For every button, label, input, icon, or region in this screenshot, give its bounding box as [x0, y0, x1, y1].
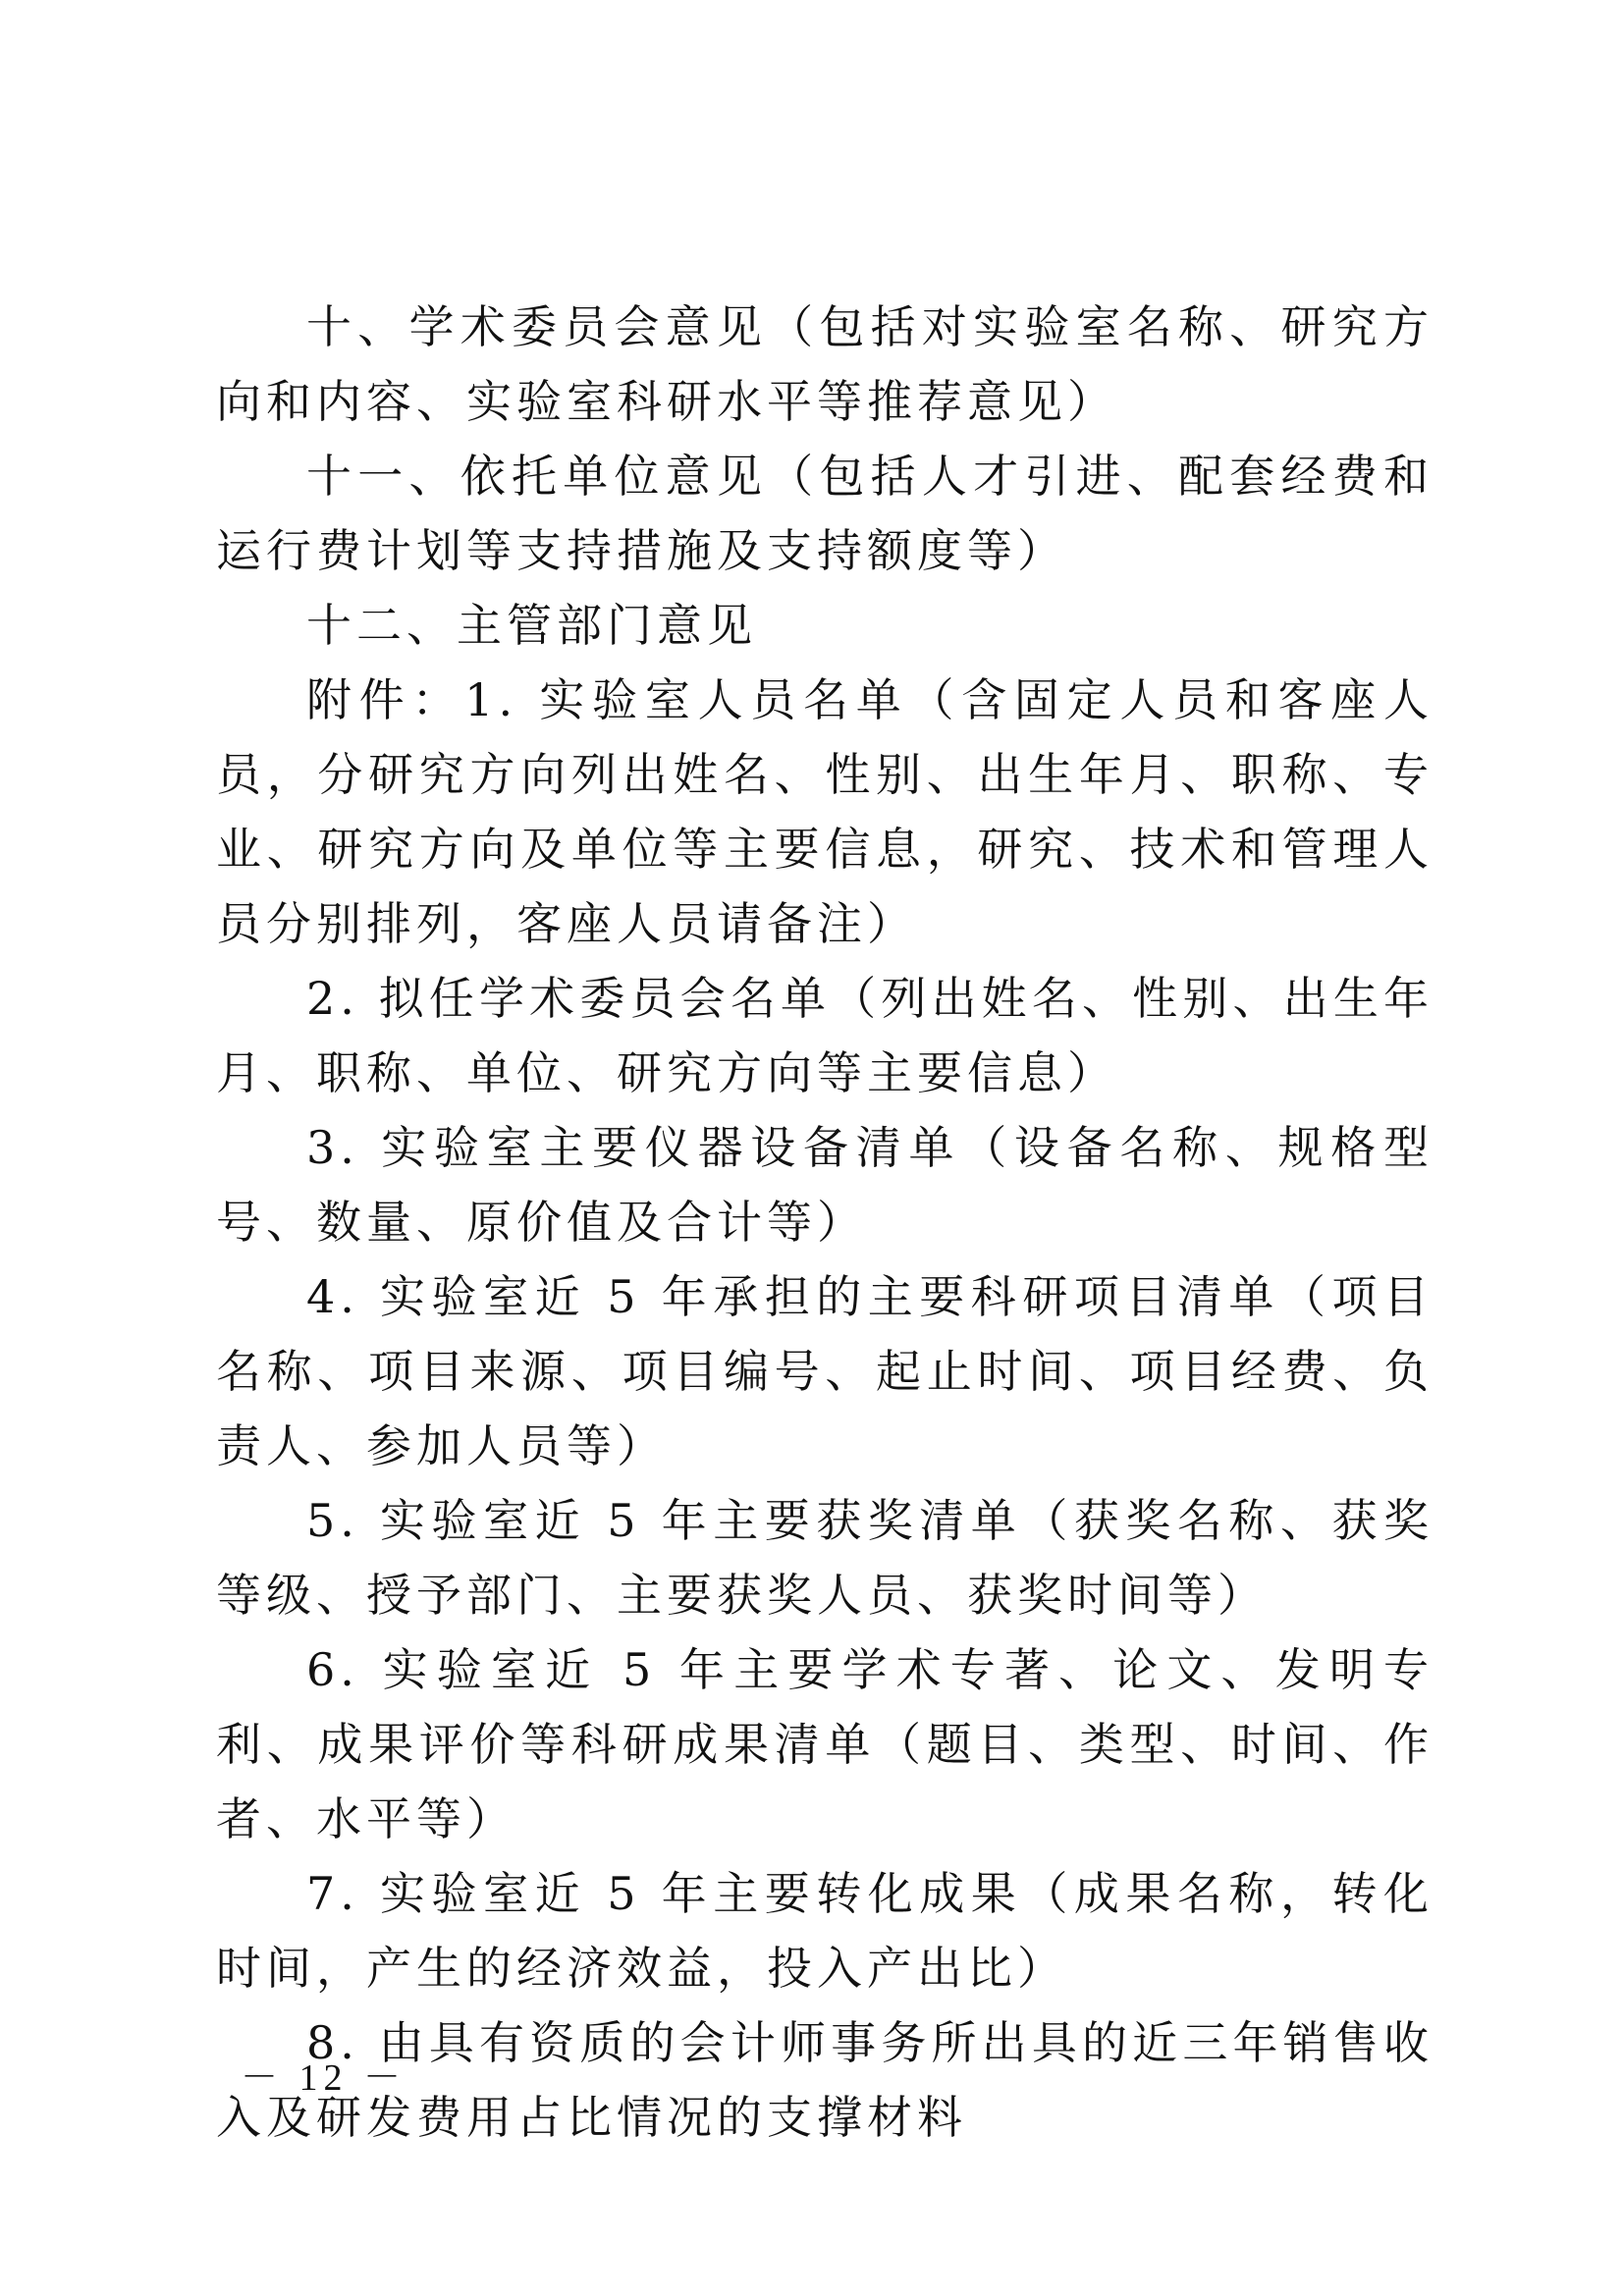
attachment-1-staff-list: 附件：1. 实验室人员名单（含固定人员和客座人员，分研究方向列出姓名、性别、出生年月、职称、专业、研究方向及单位等主要信息，研究、技术和管理人员分别排列，客座人员请备注）: [216, 673, 1434, 950]
page-body: [216, 290, 1434, 2155]
section-11-host-unit-opinion: 十一、依托单位意见（包括人才引进、配套经费和运行费计划等支持措施及支持额度等）: [216, 450, 1434, 577]
attachment-8-financial-materials: 8. 由具有资质的会计师事务所出具的近三年销售收入及研发费用占比情况的支撑材料: [216, 2016, 1434, 2144]
attachment-4-research-projects: 4. 实验室近 5 年承担的主要科研项目清单（项目名称、项目来源、项目编号、起止时间、项目经费、负责人、参加人员等）: [216, 1270, 1434, 1472]
section-10-academic-committee-opinion: 十、学术委员会意见（包括对实验室名称、研究方向和内容、实验室科研水平等推荐意见）: [216, 300, 1434, 428]
attachment-7-commercialization: 7. 实验室近 5 年主要转化成果（成果名称，转化时间，产生的经济效益，投入产出比）: [216, 1867, 1434, 1995]
attachment-3-equipment-list: 3. 实验室主要仪器设备清单（设备名称、规格型号、数量、原价值及合计等）: [216, 1121, 1434, 1249]
page-number: － 12 －: [241, 2057, 407, 2099]
attachment-5-awards-list: 5. 实验室近 5 年主要获奖清单（获奖名称、获奖等级、授予部门、主要获奖人员、获奖时间等）: [216, 1494, 1434, 1622]
attachment-6-research-outputs: 6. 实验室近 5 年主要学术专著、论文、发明专利、成果评价等科研成果清单（题目、类型、时间、作者、水平等）: [216, 1643, 1434, 1845]
attachment-2-committee-list: 2. 拟任学术委员会名单（列出姓名、性别、出生年月、职称、单位、研究方向等主要信息）: [216, 972, 1434, 1099]
section-12-department-opinion: 十二、主管部门意见: [306, 599, 757, 652]
